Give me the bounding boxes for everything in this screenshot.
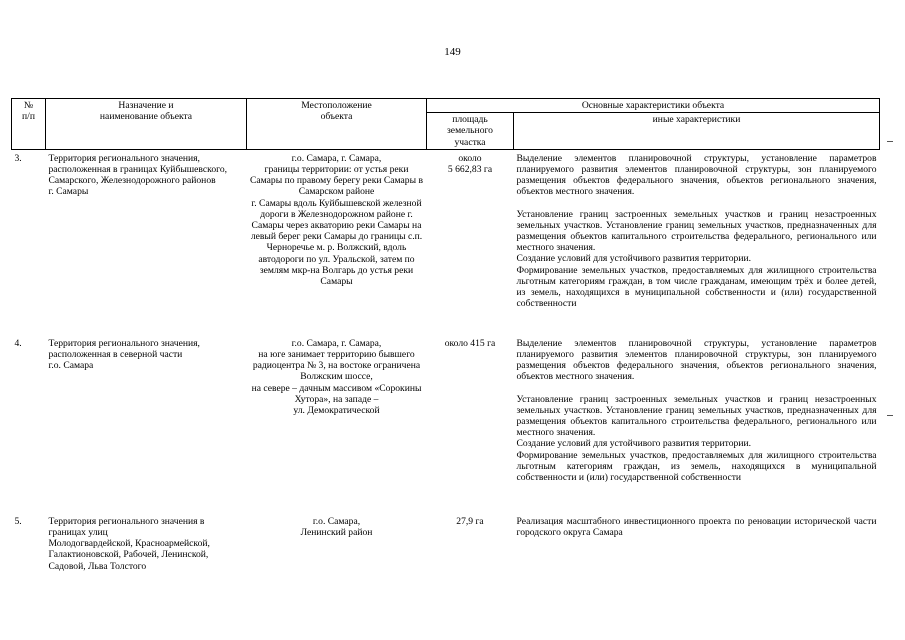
other-paragraph: Установление границ застроенных земельных участков и границ незастроенных земельных участков. Установление границ земельных участков, предназначенных для размещения объектов капитального строительства федерального, регионального или местного значения. bbox=[516, 208, 877, 254]
header-other bbox=[514, 113, 880, 150]
paragraph-gap bbox=[517, 198, 877, 209]
row-area: 27,9 га bbox=[456, 515, 484, 527]
table-row bbox=[12, 335, 880, 513]
page-number: 149 bbox=[444, 46, 461, 58]
row-location: г.о. Самара, Ленинский район bbox=[300, 515, 373, 539]
row-name: Территория регионального значения, расположенная в северной части г.о. Самара bbox=[48, 337, 200, 372]
row-area: около 415 га bbox=[444, 337, 496, 349]
header-name bbox=[46, 99, 247, 150]
row-num: 3. bbox=[14, 152, 22, 164]
row-num: 4. bbox=[14, 337, 22, 349]
header-location bbox=[247, 99, 427, 150]
other-paragraph: Формирование земельных участков, предоставляемых для жилищного строительства льготным категориям граждан, в том числе гражданам, имеющим трёх и более детей, из земель, находящихся в муниципальной собственности и (или) государственной собственности bbox=[516, 264, 877, 310]
other-paragraph: Установление границ застроенных земельных участков и границ незастроенных земельных участков. Установление границ земельных участков, предназначенных для размещения объектов капитального строительства федерального, регионального или местного значения. bbox=[516, 393, 877, 439]
other-paragraph: Создание условий для устойчивого развития территории. bbox=[516, 253, 752, 265]
header-other-text: иные характеристики bbox=[652, 114, 741, 126]
other-paragraph: Реализация масштабного инвестиционного проекта по реновации исторической части городского округа Самара bbox=[516, 515, 877, 539]
other-paragraph: Выделение элементов планировочной структуры, установление параметров планируемого развития элементов планировочной структуры, зон планируемого размещения объектов федерального значения, объектов регионального значения, объектов местного значения. bbox=[516, 152, 877, 198]
row-location: г.о. Самара, г. Самара, на юге занимает территорию бывшего радиоцентра № 3, на востоке ограничена Волжским шоссе, на севере – дачным массивом «Сорокины Хутора», на западе – ул. Демократической bbox=[251, 337, 422, 417]
row-name: Территория регионального значения в границах улиц Молодогвардейской, Красноармейской, Галактионовской, Рабочей, Ленинской, Садовой, Льва Толстого bbox=[48, 515, 210, 572]
table-row bbox=[12, 149, 880, 335]
other-paragraph: Выделение элементов планировочной структуры, установление параметров планируемого развития элементов планировочной структуры, зон планируемого размещения объектов федерального значения, объектов регионального значения, объектов местного значения. bbox=[516, 337, 877, 383]
objects-table bbox=[11, 98, 880, 586]
row-area: около 5 662,83 га bbox=[447, 152, 493, 176]
header-location-text: Местоположение объекта bbox=[301, 100, 372, 123]
other-paragraph: Создание условий для устойчивого развития территории. bbox=[516, 438, 752, 450]
scan-mark bbox=[887, 141, 893, 142]
row-num: 5. bbox=[14, 515, 22, 527]
row-name: Территория регионального значения, расположенная в границах Куйбышевского, Самарского, Железнодорожного районов г. Самары bbox=[48, 152, 228, 198]
other-paragraph: Формирование земельных участков, предоставляемых для жилищного строительства льготным категориям граждан, из земель, находящихся в муниципальной собственности и (или) государственной собственности bbox=[516, 449, 877, 484]
header-name-text: Назначение и наименование объекта bbox=[99, 100, 193, 123]
row-other bbox=[514, 513, 880, 586]
table-row bbox=[12, 513, 880, 586]
row-location: г.о. Самара, г. Самара, границы территории: от устья реки Самары по правому берегу реки Самары в Самарском районе г. Самары вдоль Куйбышевской железной дороги в Железнодорожном районе г. Самары через акваторию реки Самары на левый берег реки Самары до границы с.п. Черноречье м. р. Волжский, вдоль автодороги по ул. Уральской, затем по землям мкр-на Волгарь до устья реки Самары bbox=[250, 152, 423, 288]
row-other bbox=[514, 335, 880, 513]
row-other bbox=[514, 149, 880, 335]
header-characteristics bbox=[427, 99, 880, 113]
header-num bbox=[12, 99, 46, 150]
paragraph-gap bbox=[517, 383, 877, 394]
header-area-text: площадь земельного участка bbox=[447, 114, 493, 148]
header-num-text: № п/п bbox=[22, 100, 35, 123]
header-characteristics-text: Основные характеристики объекта bbox=[581, 100, 725, 111]
header-area bbox=[427, 113, 514, 150]
scan-mark bbox=[887, 415, 893, 416]
